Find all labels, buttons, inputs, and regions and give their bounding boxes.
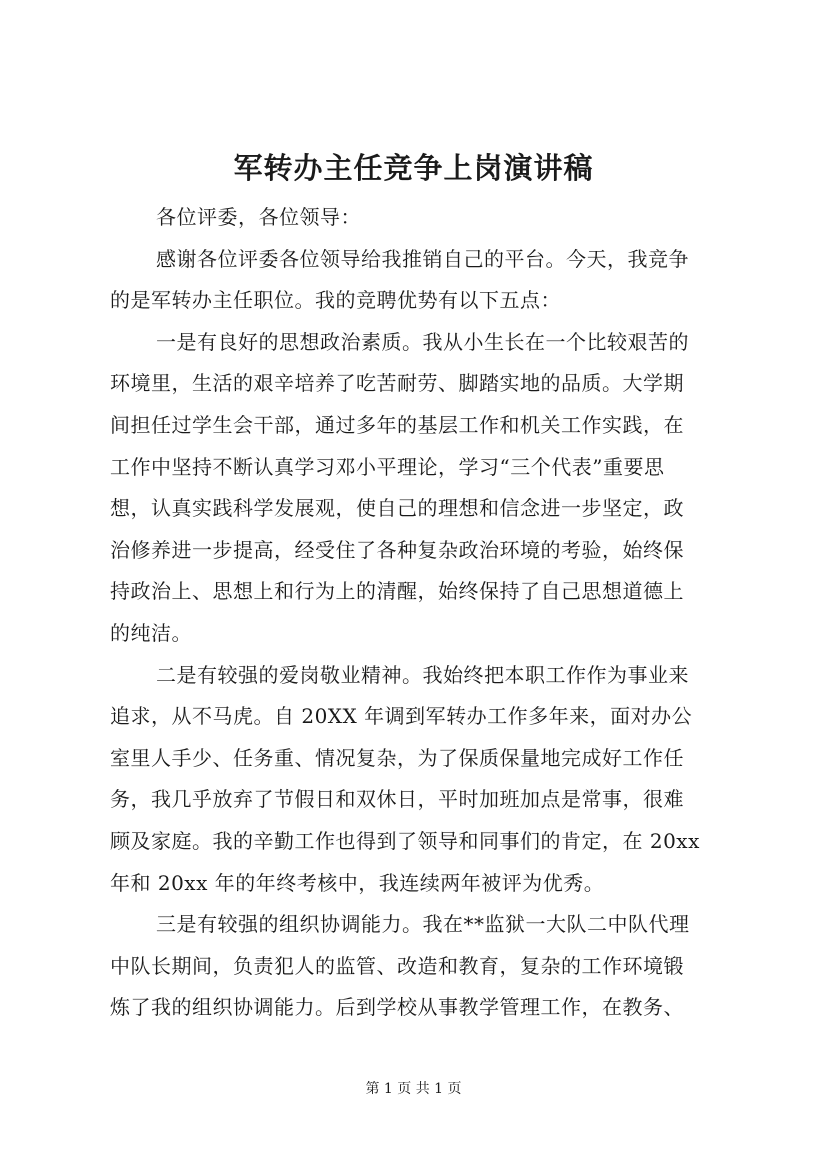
text-line: 环境里，生活的艰辛培养了吃苦耐劳、脚踏实地的品质。大学期 [110,371,684,396]
text-line: 工作中坚持不断认真学习邓小平理论，学习“三个代表”重要思 [110,454,665,479]
text-line: 务，我几乎放弃了节假日和双休日，平时加班加点是常事，很难 [110,787,684,812]
text-line: 二是有较强的爱岗敬业精神。我始终把本职工作作为事业来 [156,662,689,687]
text-line: 治修养进一步提高，经受住了各种复杂政治环境的考验，始终保 [110,537,684,562]
page-number-footer: 第 1 页 共 1 页 [365,1081,462,1097]
text-line: 间担任过学生会干部，通过多年的基层工作和机关工作实践，在 [110,412,684,437]
text-line: 追求，从不马虎。自 20XX 年调到军转办工作多年来，面对办公 [110,704,693,729]
text-line: 持政治上、思想上和行为上的清醒，始终保持了自己思想道德上 [110,579,684,604]
text-line: 各位评委，各位领导： [156,205,361,229]
text-line: 中队长期间，负责犯人的监管、改造和教育，复杂的工作环境锻 [110,953,684,978]
text-line: 一是有良好的思想政治素质。我从小生长在一个比较艰苦的 [156,329,689,354]
text-line: 年和 20xx 年的年终考核中，我连续两年被评为优秀。 [110,870,605,895]
document-title: 军转办主任竞争上岗演讲稿 [233,151,594,185]
text-line: 室里人手少、任务重、情况复杂，为了保质保量地完成好工作任 [110,745,684,770]
text-line: 的是军转办主任职位。我的竞聘优势有以下五点： [110,288,561,313]
document-body [110,197,750,1029]
text-line: 的纯洁。 [110,620,192,645]
text-line: 三是有较强的组织协调能力。我在**监狱一大队二中队代理 [156,912,690,937]
text-line: 顾及家庭。我的辛勤工作也得到了领导和同事们的肯定，在 20xx [110,828,700,853]
text-line: 想，认真实践科学发展观，使自己的理想和信念进一步坚定，政 [110,496,684,521]
text-line: 感谢各位评委各位领导给我推销自己的平台。今天，我竞争 [156,246,689,271]
text-line: 炼了我的组织协调能力。后到学校从事教学管理工作，在教务、 [110,995,684,1020]
